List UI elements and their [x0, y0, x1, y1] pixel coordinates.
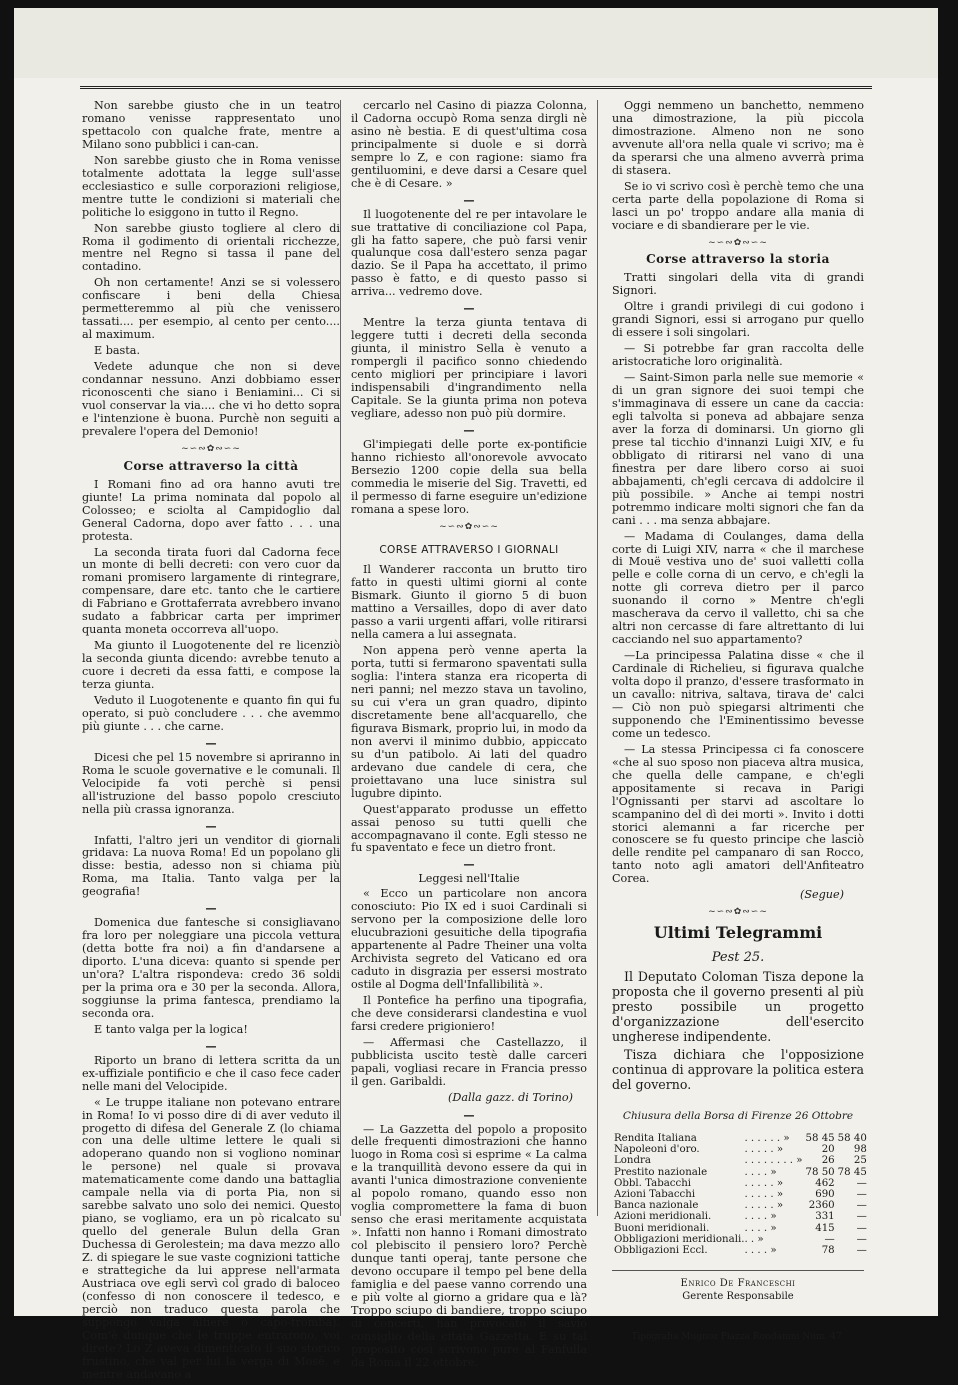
paragraph: —La principessa Palatina disse « che il Cardinale di Richelieu, si figurava qualche volta dopo il pranzo, d'essere trasformato in un cavallo: nitriva, saltava, tirava de' calci — Ciò non può spiegarsi altrimenti che supponendo che l'Eminentissimo bevesse come un tedesco.: [612, 649, 864, 740]
borsa-row: [614, 1167, 867, 1178]
separator-dash: —: [205, 818, 217, 833]
borsa-row: [614, 1155, 867, 1166]
borsa-row: [614, 1178, 867, 1189]
column-2: [340, 99, 598, 1369]
borsa-dots: . . . . . »: [744, 1144, 784, 1156]
borsa-row: [614, 1189, 867, 1200]
borsa-v1: 78 50: [805, 1166, 835, 1178]
paragraph: Ma giunto il Luogotenente del re licenziò la seconda giunta dicendo: avrebbe tenuto a cuore i decreti da essa fatti, e compose la terza giunta.: [82, 639, 340, 692]
paragraph-group: [351, 100, 587, 191]
paragraph: cercarlo nel Casino di piazza Colonna, il Cadorna occupò Roma senza dirgli nè asino nè bestia. E di quest'ultima cosa principalmente si duole e si dorrà sempre lo Z, e con ragione: siamo fra gentiluomini, e deve darsi a Cesare quel che è di Cesare. »: [351, 99, 587, 190]
show-through-strip: [14, 8, 938, 78]
borsa-v1: 26: [821, 1155, 835, 1167]
paragraph: Il luogotenente del re per intavolare le sue trattative di conciliazione col Papa, gli ha fatto sapere, che può farsi venir qualunque cosa dall'estero senza pagar dazio. Se il Papa ha accettato, il primo passo è fatto, e di questo passo si arriva... vedremo dove.: [351, 207, 587, 299]
borsa-name: Azioni Tabacchi: [614, 1189, 696, 1201]
borsa-v2: 25: [853, 1155, 867, 1167]
borsa-v1: 690: [815, 1189, 835, 1201]
borsa-v2: 98: [853, 1144, 867, 1156]
paragraph: Non sarebbe giusto togliere al clero di Roma il godimento di orientali ricchezze, mentre nel Regno si tassa il pane del contadino.: [82, 221, 340, 274]
section-title-storia: Corse attraverso la storia: [646, 252, 830, 267]
separator-dash: —: [463, 1107, 475, 1122]
borsa-v1: 2360: [808, 1200, 835, 1212]
paragraph: Non sarebbe giusto che in un teatro romano venisse rappresentato uno spettacolo con qualche frate, mentre a Milano sono pubblici i can-can.: [82, 99, 340, 151]
paragraph: — Saint-Simon parla nelle sue memorie « di un gran signore dei suoi tempi che s'immaginava di essere un cane da caccia: egli talvolta si poneva ad abbajare senza aver la forza di dominarsi. Un giorno gli prese tal ticchio d'innanzi Luigi XIV, e fu obbligato di ritirarsi nel vano di una finestra per dare libero corso ai suoi abbajamenti, ch'egli cercava di addolcire il più possibile. » Anche ai tempi nostri potremmo indicare molti signori che fan da cani . . . ma senza abbajare.: [612, 371, 864, 527]
borsa-v1: —: [824, 1233, 835, 1245]
paragraph-group: [351, 439, 587, 517]
borsa-dots: . . . . . . . . »: [744, 1155, 803, 1167]
borsa-v2: —: [856, 1245, 867, 1257]
separator-dash: —: [463, 192, 475, 207]
separator-dash: —: [463, 301, 475, 316]
section-title-giornali: CORSE ATTRAVERSO I GIORNALI: [379, 543, 559, 556]
printer-line: Tipografia Mugnoz Piazza Rondanini Num. 47.: [631, 1332, 845, 1343]
borsa-row: [614, 1211, 867, 1222]
paragraph: Oggi nemmeno un banchetto, nemmeno una dimostrazione, la più piccola dimostrazione. Almeno non ne sono avvenute all'ora nella quale vi scrivo; ma è da sperarsi che una almeno avverrà prima di stasera.: [612, 99, 864, 177]
paragraph: — Affermasi che Castellazzo, il pubblicista uscito testè dalle carceri papali, vogliasi recare in Francia presso il gen. Garibaldi.: [351, 1035, 587, 1088]
borsa-dots: . . . . »: [744, 1166, 777, 1178]
column-1: [82, 100, 340, 1385]
paragraph: — La stessa Principessa ci fa conoscere «che al suo sposo non piaceva altra musica, che quella delle campane, e ch'egli appositamente si recava in Parigi l'Ognissanti per starvi ad ascoltare lo scampanino del dì dei morti ». Invito i dotti storici alemanni a far ricerche per conoscere se fu questo principe che lasciò delle rendite pel campanaro di san Rocco, tanto noto agli amatori dell'Anfiteatro Corea.: [612, 742, 864, 886]
separator-dash: —: [205, 735, 217, 750]
ornament: ~∽∾✿∾∽~: [439, 521, 499, 532]
paragraph: Veduto il Luogotenente e quanto fin qui fu operato, si può concludere . . . che avemmo più giunte . . . che carne.: [82, 693, 340, 733]
borsa-v2: —: [856, 1177, 867, 1189]
borsa-name: Azioni meridionali.: [614, 1211, 712, 1223]
borsa-v1: 20: [821, 1144, 835, 1156]
borsa-name: Obbl. Tabacchi: [614, 1177, 692, 1189]
borsa-v2: 78 45: [837, 1166, 867, 1178]
header-double-rule: [80, 86, 872, 89]
paragraph: — La Gazzetta del popolo a proposito delle frequenti dimostrazioni che hanno luogo in Roma così si esprime « La calma e la tranquillità devono essere da qui in avanti l'unica dimostrazione conveniente al popolo romano, quando esso non voglia compromettere la fama di buon senso che erasi meritamente acquistata ». Infatti non hanno i Romani dimostrato col plebiscito il pensiero loro? Perchè dunque tanti operaj, tante persone che devono occupare il tempo pel bene della famiglia e del paese vanno correndo una e più volte al giorno a gridare qua e là? Troppo sciupo di bandiere, troppo sciupo di concerti, han provocato il savio consiglio della citata Gazzetta. E su tal proposito così scrivono pure al Fanfulla da Roma il 22 ottobre.: [351, 1122, 587, 1369]
paragraph: Non sarebbe giusto che in Roma venisse totalmente adottata la legge sull'asse ecclesiastico e sulle corporazioni religiose, mentre tutte le condizioni si materiali che politiche lo esiggono in tutto il Regno.: [82, 153, 340, 219]
paragraph: E basta.: [94, 344, 141, 358]
ornament: ~∽∾✿∾∽~: [181, 443, 241, 454]
paragraph: Dicesi che pel 15 novembre si apriranno in Roma le scuole governative e le comunali. Il Velocipide fa voti perchè si pensi all'istruzione del basso popolo cresciuto nella più crassa ignoranza.: [82, 750, 340, 816]
ornament: ~∽∾✿∾∽~: [708, 237, 768, 248]
paragraph: Vedete adunque che non si deve condannar nessuno. Anzi dobbiamo esser riconoscenti che siano i Beniamini... Ci si vuol conservar la via.... che vi ho detto sopra e l'intenzione è buona. Purchè non seguiti a prevalere l'opera del Demonio!: [82, 360, 340, 438]
borsa-v1: 462: [815, 1177, 835, 1189]
paragraph: Tratti singolari della vita di grandi Signori.: [612, 271, 864, 298]
borsa-row: [614, 1234, 867, 1245]
dateline: Pest 25.: [711, 950, 765, 966]
segue-note: (Segue): [799, 888, 844, 902]
paragraph-group: [351, 209, 587, 300]
paragraph: Mentre la terza giunta tentava di leggere tutti i decreti della seconda giunta, il ministro Sella è venuto a rompergli il pacifico sonno chiedendo cento migliori per principiare i lavori indispensabili d'ingrandimento nella Capitale. Se la giunta prima non poteva vegliare, adesso non può più dormire.: [351, 316, 587, 420]
signature-name: Enrico De Franceschi: [680, 1278, 796, 1290]
signature-block: [612, 1270, 864, 1303]
section-title-citta: Corse attraverso la città: [123, 458, 299, 473]
paragraph: E tanto valga per la logica!: [94, 1022, 248, 1036]
paragraph: Il Deputato Coloman Tisza depone la proposta che il governo presenti al più presto possibile un progetto d'organizzazione dell'esercito ungherese indipendente.: [612, 969, 864, 1045]
borsa-name: Napoleoni d'oro.: [614, 1144, 700, 1156]
paragraph: Non appena però venne aperta la porta, tutti si fermarono spaventati sulla soglia: l'intera stanza era ricoperta di neri panni; nel mezzo stava un tavolino, su cui v'era un gran quadro, dipinto discretamente bene all'acquarello, che figurava Bismark, proprio lui, in modo da non avervi il minimo dubbio, appiccato su d'un patibolo. Ai lati del quadro ardevano due candele di cera, che proiettavano una luce sinistra sul lugubre dipinto.: [351, 644, 587, 800]
paragraph-group: [351, 1124, 587, 1370]
borsa-dots: . . »: [744, 1233, 764, 1245]
borsa-name: Obbligazioni meridionali.: [614, 1233, 745, 1245]
borsa-row: [614, 1144, 867, 1155]
paragraph: I Romani fino ad ora hanno avuti tre giunte! La prima nominata dal popolo al Colosseo; e sciolta al Campidoglio dal General Cadorna, dopo aver fatto . . . una protesta.: [82, 477, 340, 543]
paragraph-group: [82, 479, 340, 734]
borsa-v1: 78: [821, 1245, 835, 1257]
paragraph-group: [82, 100, 340, 439]
paragraph: Il Pontefice ha perfino una tipografia, che deve considerarsi clandestina e vuol farsi credere prigioniero!: [351, 993, 587, 1033]
borsa-v2: —: [856, 1233, 867, 1245]
borsa-name: Obbligazioni Eccl.: [614, 1245, 708, 1257]
paragraph: Infatti, l'altro jeri un venditor di giornali gridava: La nuova Roma! Ed un popolano gli disse: bestia, adesso non si chiama più Roma, ma Italia. Tanto valga per la geografia!: [82, 833, 340, 899]
paragraph-group: [82, 835, 340, 900]
paragraph-group: [612, 969, 864, 1092]
telegrammi-block: [612, 952, 864, 1092]
paragraph: — Si potrebbe far gran raccolta delle aristocratiche loro originalità.: [612, 342, 864, 369]
paragraph: Se io vi scrivo così è perchè temo che una certa parte della popolazione di Roma si lasci un po' troppo andare alla mania di vociare e di sbandierare per le vie.: [612, 179, 864, 232]
paragraph-group: [82, 917, 340, 1037]
borsa-name: Buoni meridionali.: [614, 1222, 710, 1234]
paragraph: « Le truppe italiane non potevano entrare in Roma! Io vi posso dire di di aver veduto il progetto di difesa del Generale Z (lo chiama con una delle ultime lettere le quali si adoperano quando non si vogliono nominar le persone) nel quale si provava matematicamente come dando una battaglia campale nella via di porta Pia, non si sarebbe salvato uno solo dei nemici. Questo piano, se vogliamo, era un pò ricalcato su quello del generale Bulun della Gran Duchessa di Gerolestein; ma dava mezzo allo Z. di spiegare le sue vaste cognizioni tattiche e strattegiche da lui apprese nell'armata Austriaca ove egli servì col grado di baloceo (confesso di non conoscere il tedesco, e perciò non traduco questa parola che suppongo valga alfiere o capo-tromba). Com'è dunque che le truppe entrarono, voi direte? Lo Z aveva dimenticato il suo storico frustino, che val per lui la verga di Mosè, e mentre andavano a: [82, 1095, 340, 1381]
leggesi-heading: Leggesi nell'Italie: [418, 872, 520, 886]
borsa-row: [614, 1245, 867, 1256]
borsa-v1: 331: [815, 1211, 835, 1223]
paragraph: Gl'impiegati delle porte ex-pontificie hanno richiesto all'onorevole avvocato Bersezio 1200 copie della sua bella commedia le miserie del Sig. Travetti, ed il permesso di farne eseguire un'edizione romana a spese loro.: [351, 437, 587, 516]
paragraph-group: [612, 272, 864, 886]
signature-role: Gerente Responsabile: [682, 1291, 794, 1303]
paragraph-group: [351, 888, 587, 1088]
paragraph: Domenica due fantesche si consigliavano fra loro per noleggiare una piccola vettura (detta botte fra noi) a fin d'andarsene a diporto. L'una diceva: quanto si spende per un'ora? L'altra rispondeva: credo 36 soldi per la prima ora e 30 per la seconda. Allora, soggiunse la prima fantesca, prendiamo la seconda ora.: [82, 916, 340, 1020]
borsa-row: [614, 1200, 867, 1211]
borsa-dots: . . . . »: [744, 1211, 777, 1223]
paragraph: « Ecco un particolare non ancora conosciuto: Pio IX ed i suoi Cardinali si servono per la composizione delle loro elucubrazioni gesuitiche della tipografia appartenente al Padre Theiner una volta Archivista segreto del Vaticano ed ora caduto in disgrazia per essersi mostrato ostile al Dogma dell'Infallibilità ».: [351, 887, 587, 991]
telegrammi-title: Ultimi Telegrammi: [653, 923, 823, 943]
separator-dash: —: [205, 1038, 217, 1053]
paragraph-group: [612, 100, 864, 233]
borsa-v2: —: [856, 1189, 867, 1201]
paragraph: Oltre i grandi privilegi di cui godono i grandi Signori, essi si arrogano pur quello di essere i soli singolari.: [612, 300, 864, 340]
borsa-name: Prestito nazionale: [614, 1166, 708, 1178]
borsa-name: Londra: [614, 1155, 651, 1167]
borsa-v2: —: [856, 1211, 867, 1223]
paragraph-group: [351, 317, 587, 421]
borsa-dots: . . . . . »: [744, 1177, 784, 1189]
borsa-table: [614, 1133, 867, 1256]
paragraph: Quest'apparato produsse un effetto assai penoso su tutti quelli che accompagnavano il conte. Egli stesso ne fu spaventato e fece un dietro front.: [351, 802, 587, 855]
column-3: [602, 99, 867, 1344]
paragraph: Tisza dichiara che l'opposizione continua di approvare la politica estera del governo.: [612, 1047, 864, 1093]
separator-dash: —: [463, 857, 475, 872]
paragraph: Riporto un brano di lettera scritta da un ex-uffiziale pontificio e che il caso fece cader nelle mani del Velocipide.: [82, 1053, 340, 1093]
newspaper-page: [14, 8, 938, 1381]
paragraph-group: [82, 752, 340, 817]
separator-dash: —: [205, 901, 217, 916]
paragraph: Oh non certamente! Anzi se si volessero confiscare i beni della Chiesa permetteremmo al più che venissero tassati.... per esempio, al cento per cento.... al maximum.: [82, 276, 340, 342]
paragraph: La seconda tirata fuori dal Cadorna fece un monte di belli decreti: con vero cuor da romani promisero largamente di rintegrare, compensare, dare etc. tanto che le cartiere di Fabriano e Grottaferrata avrebbero invano sudato a fabbricar carta per imprimer quanta moneta occorreva all'uopo.: [82, 545, 340, 637]
borsa-title: Chiusura della Borsa di Firenze 26 Ottobre: [622, 1110, 854, 1123]
borsa-v2: —: [856, 1200, 867, 1212]
borsa-dots: . . . . »: [744, 1245, 777, 1257]
paragraph-group: [82, 1055, 340, 1382]
borsa-v1: 415: [815, 1222, 835, 1234]
borsa-row: [614, 1223, 867, 1234]
separator-dash: —: [463, 422, 475, 437]
borsa-v2: 58 40: [837, 1133, 867, 1145]
paragraph: — Madama di Coulanges, dama della corte di Luigi XIV, narra « che il marchese di Mouë vestiva uno de' suoi valletti colla pelle e colle corna di un cervo, e ch'egli la notte gli correva dietro per il parco suonando il corno » Mentre ch'egli mascherava da cervo il valletto, chi sa che altri non cercasse di fare altrettanto di lui cacciando nel suo appartamento?: [612, 529, 864, 647]
paragraph-group: [351, 564, 587, 855]
borsa-v2: —: [856, 1222, 867, 1234]
borsa-row: [614, 1133, 867, 1144]
paragraph: Il Wanderer racconta un brutto tiro fatto in questi ultimi giorni al conte Bismark. Giunto il giorno 5 di buon mattino a Versailles, dopo di aver dato passo a varii urgenti affari, volle ritirarsi nella camera a lui assegnata.: [351, 563, 587, 642]
borsa-dots: . . . . »: [744, 1222, 777, 1234]
borsa-dots: . . . . . »: [744, 1189, 784, 1201]
borsa-name: Rendita Italiana: [614, 1133, 697, 1145]
borsa-v1: 58 45: [805, 1133, 835, 1145]
borsa-dots: . . . . . . »: [744, 1133, 790, 1145]
source-attribution: (Dalla gazz. di Torino): [448, 1090, 573, 1104]
borsa-dots: . . . . . »: [744, 1200, 784, 1212]
ornament: ~∽∾✿∾∽~: [708, 907, 768, 918]
borsa-name: Banca nazionale: [614, 1200, 699, 1212]
